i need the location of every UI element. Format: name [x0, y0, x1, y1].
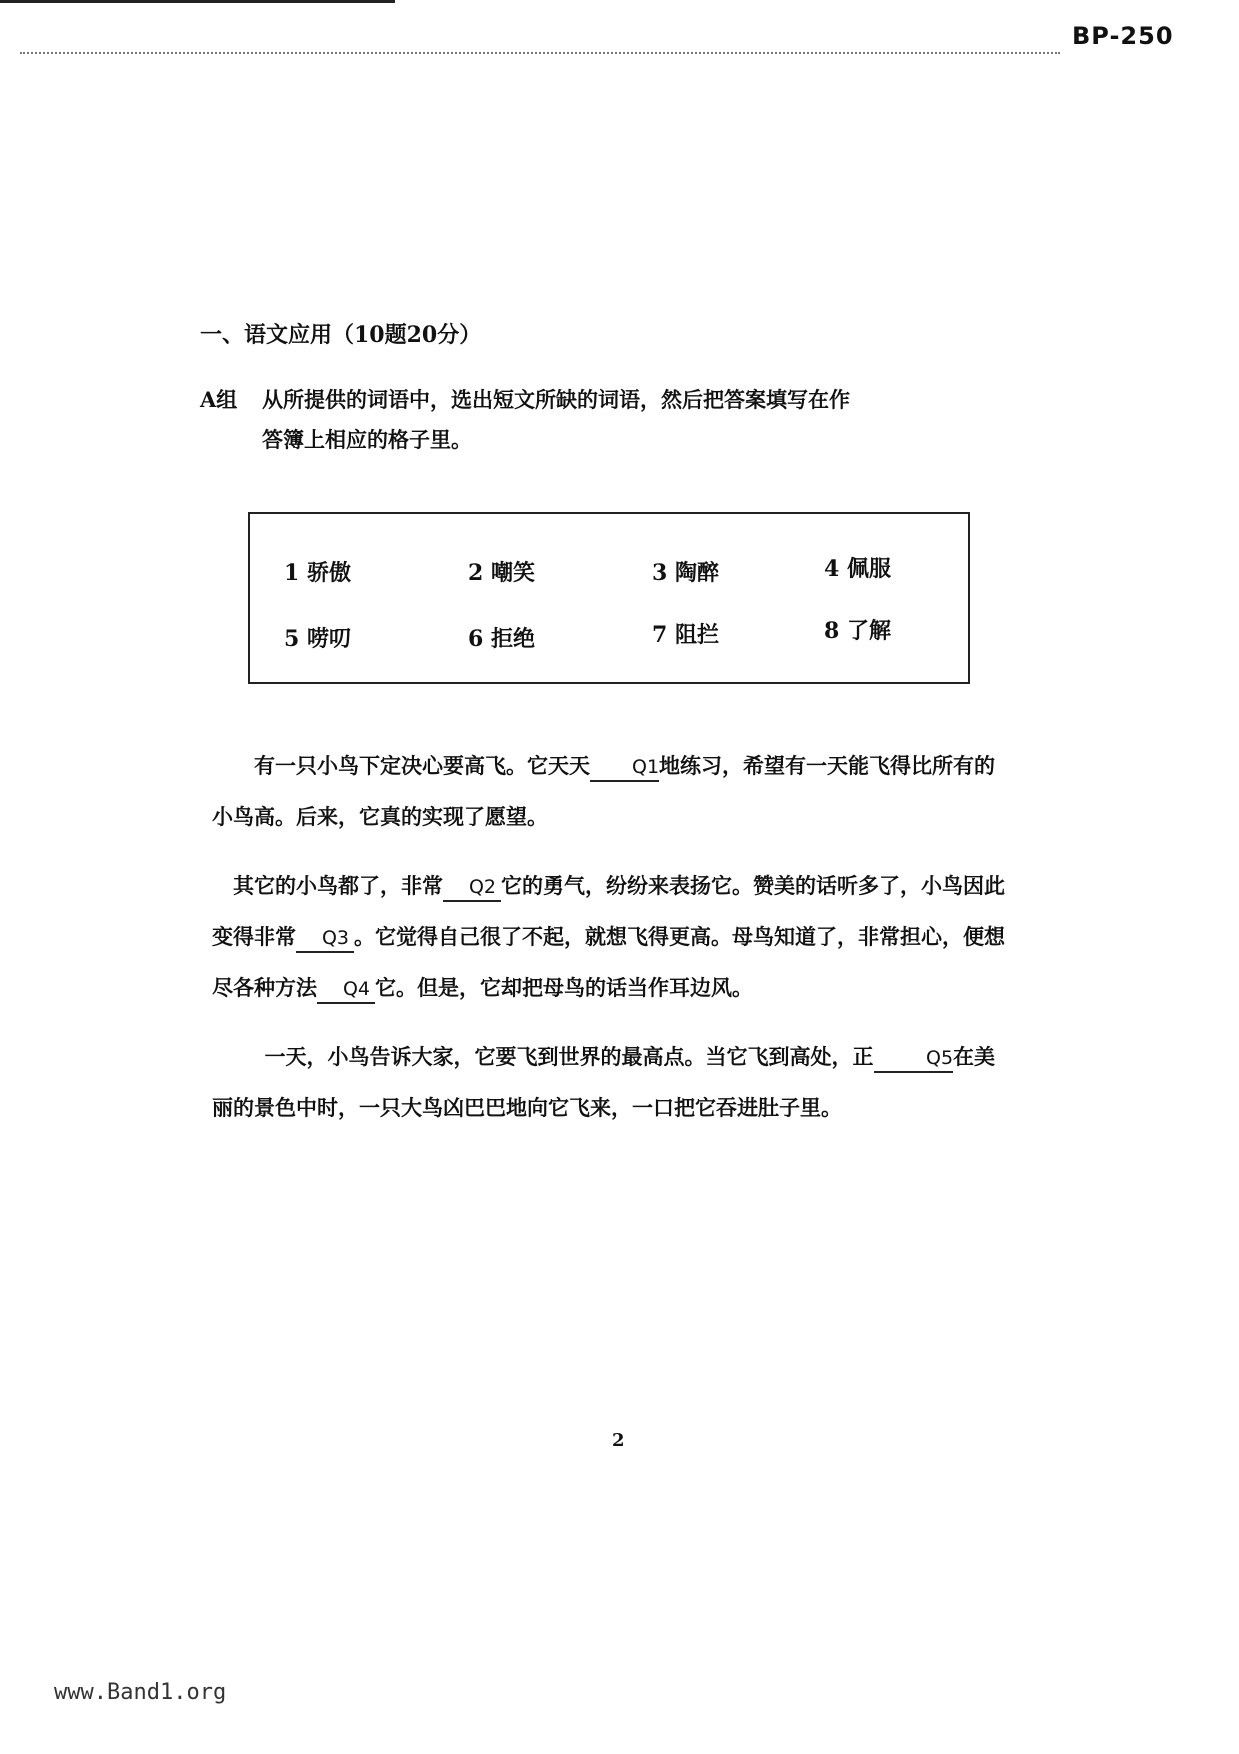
paper-code: BP-250 [1072, 22, 1174, 50]
passage-text: 一天，小鸟告诉大家，它要飞到世界的最高点。当它飞到高处，正 [264, 1044, 874, 1069]
header-dotted-line [20, 40, 1060, 54]
section-title: 一、语文应用（10题20分） [200, 322, 482, 348]
top-rule [0, 0, 395, 3]
option-4: 4 佩服 [824, 556, 891, 582]
instruction [200, 380, 1000, 460]
passage-text: 它。但是，它却把母鸟的话当作耳边风。 [375, 975, 753, 1000]
passage-text: 其它的小鸟都了，非常 [233, 873, 443, 898]
site-watermark: www.Band1.org [54, 1680, 227, 1705]
option-7: 7 阻拦 [652, 622, 719, 648]
passage-text: 在美丽的景色中时，一只大鸟凶巴巴地向它飞来，一口把它吞进肚子里。 [212, 1044, 996, 1120]
passage [212, 740, 1012, 1151]
passage-text: 它的勇气，纷纷来表扬它。赞美的话听多了，小鸟因此变得非常 [212, 873, 1005, 949]
instruction-line-1: 从所提供的词语中，选出短文所缺的词语，然后把答案填写在作 [262, 387, 850, 412]
option-1: 1 骄傲 [284, 560, 351, 586]
passage-text: 地练习，希望有一天能飞得比所有的小鸟高。后来，它真的实现了愿望。 [212, 753, 996, 829]
option-3: 3 陶醉 [652, 560, 719, 586]
group-label: A组 [200, 387, 238, 412]
instruction-line-2: 答簿上相应的格子里。 [262, 427, 472, 452]
option-5: 5 唠叨 [284, 626, 351, 652]
option-8: 8 了解 [824, 618, 891, 644]
passage-text: 有一只小鸟下定决心要高飞。它天天 [254, 753, 590, 778]
paragraph-2 [212, 860, 1012, 1013]
option-2: 2 嘲笑 [468, 560, 535, 586]
blank-q1: Q1 [590, 754, 659, 782]
blank-q4: Q4 [317, 976, 375, 1004]
blank-q5: Q5 [874, 1045, 954, 1073]
option-6: 6 拒绝 [468, 626, 535, 652]
blank-q3: Q3 [296, 925, 354, 953]
paragraph-3 [212, 1031, 1012, 1133]
passage-text: 。它觉得自己很了不起，就想飞得更高。母鸟知道了，非常担心，便想尽各种方法 [212, 924, 1005, 1000]
page-number: 2 [612, 1430, 625, 1451]
blank-q2: Q2 [443, 874, 501, 902]
word-options-box [248, 512, 970, 684]
paragraph-1 [212, 740, 1012, 842]
